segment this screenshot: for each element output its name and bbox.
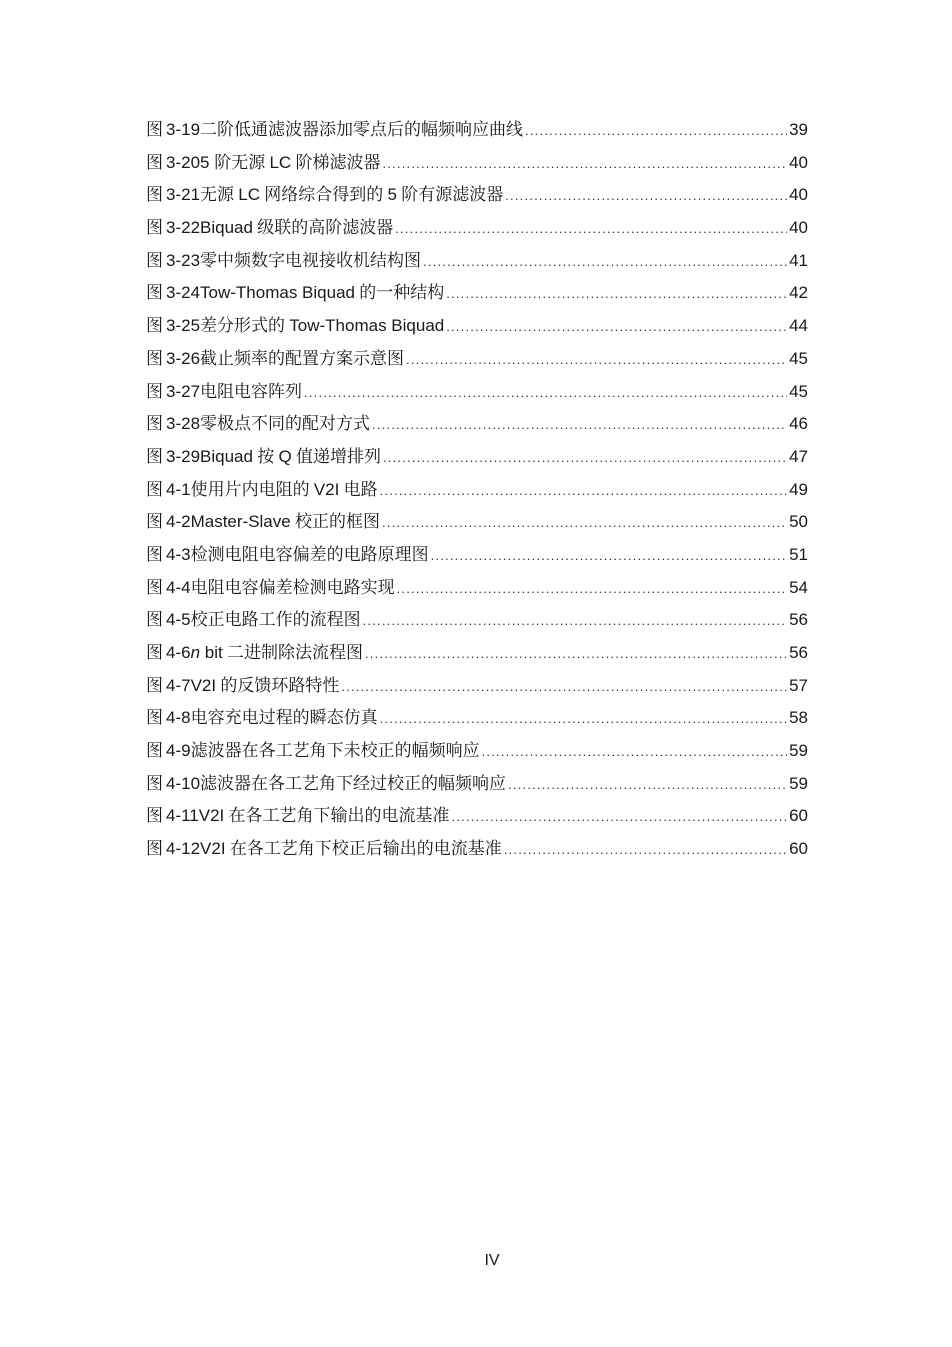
figure-prefix: 图	[146, 250, 163, 270]
figure-title	[200, 114, 523, 147]
figure-page-number: 44	[789, 316, 808, 336]
figure-page-number: 47	[789, 446, 808, 466]
figure-list-entry[interactable]	[146, 702, 808, 735]
figure-title-segment: 电阻电容偏差检测电路实现	[190, 577, 395, 597]
figure-title	[191, 572, 395, 605]
dot-leader	[446, 311, 787, 344]
figure-prefix: 图	[146, 414, 163, 434]
figure-title	[200, 343, 404, 376]
figure-list-entry[interactable]	[146, 637, 808, 670]
figure-list-entry[interactable]	[146, 147, 808, 180]
figure-page-number: 40	[789, 218, 808, 238]
figure-title-segment: 零极点不同的配对方式	[200, 414, 371, 434]
dot-leader	[505, 180, 787, 213]
figure-title-segment: 5	[387, 185, 397, 205]
figure-page-number: 42	[789, 283, 808, 303]
figure-title	[200, 408, 370, 441]
figure-title-segment: 电阻电容阵列	[200, 381, 303, 401]
figure-number: 4-5	[166, 610, 191, 630]
figure-page-number: 59	[789, 773, 808, 793]
figure-number: 4-6	[166, 643, 191, 662]
figure-title-segment: V2I	[198, 806, 225, 826]
figure-list-entry[interactable]	[146, 474, 808, 507]
figure-prefix: 图	[146, 446, 163, 466]
figure-prefix: 图	[146, 675, 163, 695]
figure-prefix: 图	[146, 839, 163, 859]
figure-title	[200, 277, 444, 310]
figure-number: 3-28	[166, 414, 201, 434]
figure-page-number: 40	[789, 185, 808, 205]
figure-number: 3-27	[166, 381, 201, 401]
figure-title	[191, 604, 361, 637]
dot-leader	[365, 638, 787, 671]
figure-number: 3-23	[166, 250, 201, 270]
dot-leader	[382, 148, 787, 181]
figure-page-number: 46	[789, 414, 808, 434]
dot-leader	[504, 834, 787, 867]
figure-title	[191, 539, 429, 572]
dot-leader	[341, 671, 787, 704]
figure-title	[191, 474, 378, 507]
figure-title-segment: 阶无源	[214, 152, 270, 172]
dot-leader	[380, 475, 787, 508]
figure-list-entry[interactable]	[146, 833, 808, 866]
figure-number: 4-3	[166, 544, 191, 564]
figure-title-segment: 使用片内电阻的	[190, 479, 314, 499]
figure-number: 3-20	[166, 152, 201, 172]
figure-list	[146, 114, 808, 866]
figure-title	[200, 833, 502, 866]
figure-title-segment: V2I	[200, 839, 226, 859]
figure-number: 4-1	[166, 479, 191, 499]
figure-title	[191, 735, 480, 768]
figure-title-segment: LC	[269, 152, 292, 172]
figure-prefix: 图	[146, 120, 163, 139]
figure-page-number: 45	[789, 348, 808, 368]
figure-title	[200, 179, 503, 212]
figure-list-entry[interactable]	[146, 572, 808, 605]
figure-title-segment: 电路	[339, 479, 378, 499]
figure-number: 4-2	[166, 512, 191, 532]
figure-number: 4-12	[166, 839, 201, 859]
figure-list-entry[interactable]	[146, 277, 808, 310]
figure-list-entry[interactable]	[146, 735, 808, 768]
dot-leader	[372, 409, 787, 442]
figure-title-segment: 检测电阻电容偏差的电路原理图	[190, 544, 429, 564]
figure-page-number: 39	[789, 120, 808, 139]
figure-prefix: 图	[146, 544, 163, 564]
figure-title-segment: 二阶低通滤波器添加零点后的幅频响应曲线	[200, 120, 524, 139]
dot-leader	[446, 278, 787, 311]
figure-title	[200, 212, 393, 245]
figure-number: 3-29	[166, 446, 201, 466]
dot-leader	[382, 507, 787, 540]
figure-list-entry[interactable]	[146, 408, 808, 441]
figure-prefix: 图	[146, 741, 163, 761]
dot-leader	[423, 246, 787, 279]
figure-title-segment: 网络综合得到的	[260, 185, 388, 205]
figure-list-entry[interactable]	[146, 376, 808, 409]
figure-page-number: 41	[789, 250, 808, 270]
figure-list-entry[interactable]	[146, 179, 808, 212]
figure-title-segment: Biquad	[200, 218, 253, 238]
figure-number: 3-26	[166, 348, 201, 368]
figure-prefix: 图	[146, 152, 163, 172]
figure-title-segment: V2I	[313, 479, 340, 499]
figure-list-entry[interactable]	[146, 245, 808, 278]
dot-leader	[380, 703, 788, 736]
figure-list-entry[interactable]	[146, 114, 808, 147]
figure-title-segment: Q	[278, 446, 292, 466]
figure-title-segment: 在各工艺角下校正后输出的电流基准	[225, 839, 502, 859]
figure-page-number: 49	[789, 479, 808, 499]
figure-list-entry[interactable]	[146, 441, 808, 474]
figure-prefix: 图	[146, 381, 163, 401]
dot-leader	[452, 801, 788, 834]
figure-prefix: 图	[146, 185, 163, 205]
figure-title-segment: 阶梯滤波器	[291, 152, 381, 172]
figure-title-segment: 无源	[200, 185, 239, 205]
figure-title	[191, 637, 363, 670]
figure-page-number: 56	[789, 643, 808, 662]
figure-list-entry[interactable]	[146, 670, 808, 703]
figure-title	[191, 702, 378, 735]
dot-leader	[431, 540, 788, 573]
figure-title	[200, 376, 302, 409]
dot-leader	[508, 769, 787, 802]
dot-leader	[397, 573, 788, 606]
figure-prefix: 图	[146, 577, 163, 597]
figure-title	[200, 147, 380, 180]
figure-title-segment: 级联的高阶滤波器	[252, 218, 394, 238]
figure-title	[200, 245, 421, 278]
figure-title	[199, 800, 450, 833]
dot-leader	[525, 115, 787, 148]
figure-title	[191, 670, 340, 703]
dot-leader	[304, 377, 787, 410]
figure-prefix: 图	[146, 479, 163, 499]
figure-list-entry[interactable]	[146, 604, 808, 637]
figure-prefix: 图	[146, 283, 163, 303]
figure-page-number: 58	[789, 708, 808, 728]
figure-title-segment: bit	[200, 643, 223, 662]
figure-title-segment: 按	[252, 446, 279, 466]
figure-title-segment: V2I	[190, 675, 217, 695]
figure-number: 3-19	[166, 120, 201, 139]
figure-page-number: 56	[789, 610, 808, 630]
dot-leader	[363, 605, 788, 638]
figure-page-number: 54	[789, 577, 808, 597]
figure-title	[200, 441, 381, 474]
dot-leader	[406, 344, 787, 377]
figure-number: 4-4	[166, 577, 191, 597]
figure-list-entry[interactable]	[146, 506, 808, 539]
figure-prefix: 图	[146, 806, 163, 826]
figure-number: 4-9	[166, 741, 191, 761]
figure-title-segment: 滤波器在各工艺角下经过校正的幅频响应	[200, 773, 507, 793]
figure-title-segment: Tow-Thomas Biquad	[289, 316, 445, 336]
figure-title-segment: 的反馈环路特性	[216, 675, 340, 695]
figure-number: 3-24	[166, 283, 201, 303]
figure-title-segment: 电容充电过程的瞬态仿真	[190, 708, 378, 728]
figure-number: 4-11	[166, 806, 199, 826]
figure-page-number: 40	[789, 152, 808, 172]
figure-list-entry[interactable]	[146, 768, 808, 801]
figure-title-segment: n	[190, 643, 201, 662]
figure-prefix: 图	[146, 512, 163, 532]
figure-number: 4-10	[166, 773, 201, 793]
figure-list-entry[interactable]	[146, 800, 808, 833]
figure-title-segment: 5	[200, 152, 215, 172]
figure-title-segment: Tow-Thomas Biquad	[200, 283, 355, 303]
figure-number: 3-21	[166, 185, 201, 205]
figure-prefix: 图	[146, 708, 163, 728]
figure-title	[191, 506, 380, 539]
figure-prefix: 图	[146, 218, 163, 238]
figure-page-number: 57	[789, 675, 808, 695]
figure-page-number: 45	[789, 381, 808, 401]
figure-page-number: 60	[789, 839, 808, 859]
figure-title-segment: 校正的框图	[290, 512, 380, 532]
figure-prefix: 图	[146, 643, 163, 662]
figure-title-segment: 零中频数字电视接收机结构图	[200, 250, 422, 270]
figure-number: 3-25	[166, 316, 201, 336]
figure-number: 3-22	[166, 218, 201, 238]
figure-list-entry[interactable]	[146, 310, 808, 343]
figure-number: 4-7	[166, 675, 191, 695]
figure-title	[200, 768, 506, 801]
page-number-footer: IV	[484, 1252, 500, 1269]
figure-title-segment: 截止频率的配置方案示意图	[200, 348, 405, 368]
figure-title-segment: 滤波器在各工艺角下未校正的幅频响应	[190, 741, 480, 761]
figure-title-segment: Master-Slave	[190, 512, 291, 532]
figure-title-segment: 二进制除法流程图	[222, 643, 363, 662]
figure-list-entry[interactable]	[146, 212, 808, 245]
figure-page-number: 51	[789, 544, 808, 564]
figure-title-segment: 校正电路工作的流程图	[190, 610, 361, 630]
figure-title-segment: 的一种结构	[355, 283, 445, 303]
dot-leader	[482, 736, 788, 769]
figure-prefix: 图	[146, 348, 163, 368]
figure-title-segment: Biquad	[200, 446, 253, 466]
figure-prefix: 图	[146, 610, 163, 630]
figure-number: 4-8	[166, 708, 191, 728]
figure-prefix: 图	[146, 773, 163, 793]
dot-leader	[395, 213, 787, 246]
dot-leader	[383, 442, 787, 475]
figure-title-segment: 在各工艺角下输出的电流基准	[224, 806, 450, 826]
figure-page-number: 50	[789, 512, 808, 532]
figure-list-entry[interactable]	[146, 343, 808, 376]
figure-title-segment: 差分形式的	[200, 316, 290, 336]
figure-title	[200, 310, 444, 343]
figure-title-segment: 值递增排列	[291, 446, 381, 466]
figure-title-segment: LC	[238, 185, 261, 205]
figure-page-number: 60	[789, 806, 808, 826]
figure-list-entry[interactable]	[146, 539, 808, 572]
figure-page-number: 59	[789, 741, 808, 761]
figure-title-segment: 阶有源滤波器	[396, 185, 504, 205]
figure-prefix: 图	[146, 316, 163, 336]
